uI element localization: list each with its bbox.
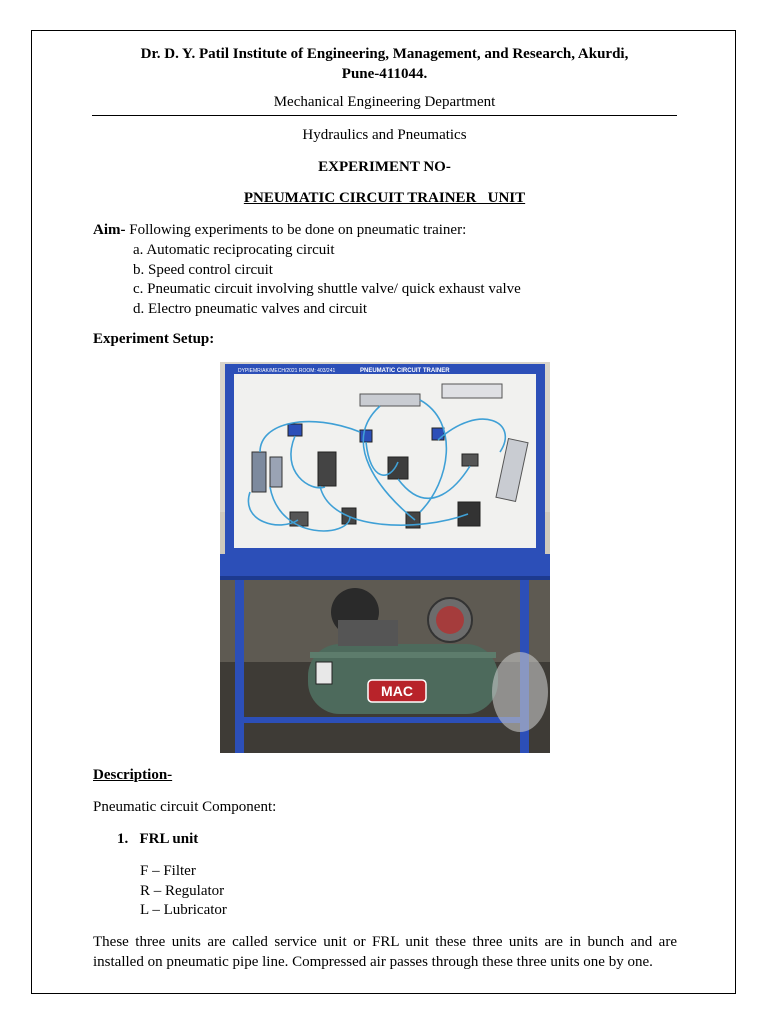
institute-header: [92, 44, 677, 84]
frl-paragraph: These three units are called service unit or FRL unit these three units are in bunch and are installed on pneumatic pipe line. Compressed air passes through these three units one by one.: [93, 934, 677, 970]
frl-list: [140, 862, 227, 921]
frl-heading: 1. FRL unit: [117, 831, 199, 847]
frl-item: F – Filter: [140, 863, 196, 879]
panel-title-label: PNEUMATIC CIRCUIT TRAINER: [360, 368, 450, 374]
double-acting-cylinder: [360, 394, 420, 406]
header-divider: [92, 115, 677, 116]
aim-item: a. Automatic reciprocating circuit: [133, 242, 335, 258]
frl-unit: [252, 452, 266, 492]
frl-item: L – Lubricator: [140, 902, 227, 918]
setup-heading: Experiment Setup:: [93, 331, 215, 347]
frl-item: R – Regulator: [140, 882, 225, 899]
compressor-logo: MAC: [381, 683, 413, 699]
trainer-photo: [220, 362, 550, 753]
aim-item: d. Electro pneumatic valves and circuit: [133, 300, 368, 317]
description-heading: Description-: [93, 767, 173, 783]
department-name: Mechanical Engineering Department: [273, 94, 496, 110]
institute-line-1: Dr. D. Y. Patil Institute of Engineering, Management, and Research, Akurdi,: [140, 46, 629, 62]
experiment-number: EXPERIMENT NO-: [318, 159, 451, 175]
aim-statement: [93, 222, 466, 239]
aim-list: [133, 241, 521, 319]
component-heading: Pneumatic circuit Component:: [93, 799, 277, 815]
aim-item: b. Speed control circuit: [133, 261, 273, 278]
panel-header-left: DYPIEMR/AK/MECH/2021 ROOM: 403/241: [238, 368, 336, 374]
experiment-title: PNEUMATIC CIRCUIT TRAINER UNIT: [243, 190, 526, 206]
aim-label: Aim-: [93, 222, 126, 238]
institute-line-2: Pune-411044.: [341, 66, 428, 82]
aim-item: c. Pneumatic circuit involving shuttle valve/ quick exhaust valve: [133, 281, 521, 297]
table-leg: [235, 580, 244, 753]
subject-name: Hydraulics and Pneumatics: [302, 127, 467, 143]
aim-text: Following experiments to be done on pneumatic trainer:: [125, 222, 467, 238]
